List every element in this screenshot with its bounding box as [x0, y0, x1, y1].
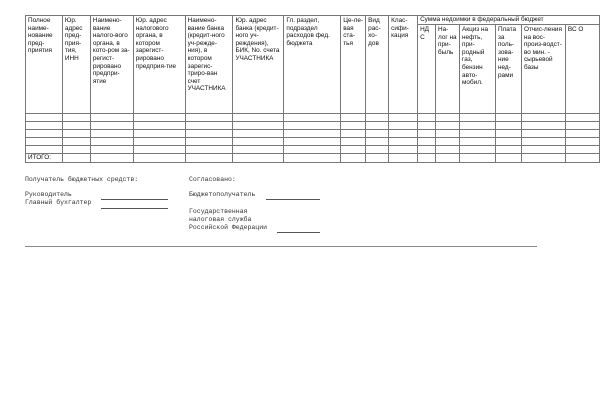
agreed-label: Согласовано:: [189, 176, 236, 183]
table-cell[interactable]: [341, 122, 366, 130]
table-cell[interactable]: [565, 114, 599, 122]
table-cell[interactable]: [495, 114, 521, 122]
table-cell[interactable]: [233, 114, 284, 122]
table-cell[interactable]: [284, 122, 341, 130]
table-cell[interactable]: [366, 146, 389, 154]
sub-header-cell: НД С: [418, 25, 436, 114]
table-cell[interactable]: [90, 114, 133, 122]
budget-recipient-label: Бюджетополучатель: [189, 191, 256, 198]
table-cell[interactable]: [565, 122, 599, 130]
sub-header-cell: Отчис-ления на вос-произ-водст-во мин. - сырьевой базы: [521, 25, 565, 114]
table-cell[interactable]: [26, 138, 63, 146]
header-cell: Полное наиме-нование пред-приятия: [26, 16, 63, 114]
table-cell[interactable]: [62, 122, 90, 130]
table-row: [26, 138, 600, 146]
accountant-signature-label: Главный бухгалтер: [25, 199, 92, 206]
sub-header-cell: ВС О: [565, 25, 599, 114]
table-cell[interactable]: [565, 130, 599, 138]
table-cell[interactable]: [436, 146, 460, 154]
header-cell: Наимено-вание налого-вого органа, в кото-ром за-регист-рировано предпри-ятие: [90, 16, 133, 114]
group-header: Сумма недоимки в федеральный бюджет: [418, 16, 600, 25]
table-cell[interactable]: [366, 122, 389, 130]
table-cell[interactable]: [26, 122, 63, 130]
header-cell: Це-ле-вая ста-тья: [341, 16, 366, 114]
header-cell: Гл. раздел, подраздел расходов фед. бюджета: [284, 16, 341, 114]
table-cell[interactable]: [436, 114, 460, 122]
budget-arrears-table: [25, 15, 600, 163]
table-cell[interactable]: [460, 122, 496, 130]
table-cell[interactable]: [26, 146, 63, 154]
table-cell[interactable]: [389, 122, 418, 130]
tax-service-line-1: Государственная: [189, 208, 248, 215]
table-cell[interactable]: [185, 130, 233, 138]
table-cell[interactable]: [418, 122, 436, 130]
recipient-label: Получатель бюджетных средств:: [25, 176, 139, 183]
head-signature-line[interactable]: [101, 193, 168, 200]
table-cell[interactable]: [495, 138, 521, 146]
table-cell[interactable]: [521, 130, 565, 138]
table-cell[interactable]: [185, 122, 233, 130]
table-cell[interactable]: [185, 114, 233, 122]
head-signature-label: Руководитель: [25, 191, 72, 198]
table-cell[interactable]: [389, 146, 418, 154]
table-cell[interactable]: [460, 130, 496, 138]
table-cell[interactable]: [133, 114, 185, 122]
table-cell[interactable]: [341, 138, 366, 146]
table-cell[interactable]: [284, 130, 341, 138]
table-cell[interactable]: [495, 130, 521, 138]
table-cell[interactable]: [90, 138, 133, 146]
table-cell[interactable]: [284, 114, 341, 122]
table-cell[interactable]: [62, 130, 90, 138]
table-row: [26, 146, 600, 154]
header-cell: Наимено-вание банка (кредит-ного уч-режде-ния), в котором зарегис-триро-ван счет УЧАСТНИКА: [185, 16, 233, 114]
table-cell[interactable]: [341, 114, 366, 122]
table-cell[interactable]: [284, 138, 341, 146]
table-cell[interactable]: [133, 146, 185, 154]
divider: [25, 246, 537, 247]
table-cell[interactable]: [521, 114, 565, 122]
accountant-signature-line[interactable]: [101, 202, 168, 209]
table-cell[interactable]: [233, 122, 284, 130]
table-cell[interactable]: [90, 130, 133, 138]
table-cell[interactable]: [460, 138, 496, 146]
table-cell[interactable]: [62, 114, 90, 122]
table-cell[interactable]: [133, 130, 185, 138]
table-cell[interactable]: [133, 138, 185, 146]
table-cell[interactable]: [233, 146, 284, 154]
table-cell[interactable]: [495, 122, 521, 130]
table-cell[interactable]: [565, 138, 599, 146]
table-cell[interactable]: [341, 146, 366, 154]
tax-service-line[interactable]: [277, 226, 320, 233]
header-cell: Вид рас-хо-дов: [366, 16, 389, 114]
table-cell[interactable]: [389, 130, 418, 138]
table-cell[interactable]: [521, 146, 565, 154]
table-cell[interactable]: [26, 114, 63, 122]
table-cell[interactable]: [62, 146, 90, 154]
table-cell[interactable]: [418, 138, 436, 146]
table-cell[interactable]: [521, 138, 565, 146]
table-cell[interactable]: [366, 114, 389, 122]
sub-header-cell: На-лог на при-быль: [436, 25, 460, 114]
table-row: [26, 114, 600, 122]
table-cell[interactable]: [460, 114, 496, 122]
table-cell[interactable]: [233, 130, 284, 138]
tax-service-line-3: Российской Федерации: [189, 224, 268, 231]
table-cell[interactable]: [366, 130, 389, 138]
table-cell[interactable]: [90, 122, 133, 130]
table-cell[interactable]: [133, 122, 185, 130]
table-cell[interactable]: [62, 138, 90, 146]
total-label: ИТОГО:: [26, 154, 63, 163]
table-cell[interactable]: [418, 146, 436, 154]
table-cell[interactable]: [284, 146, 341, 154]
header-cell: Юр. адрес налогового органа, в котором зарегист-рировано предприя-тие: [133, 16, 185, 114]
table-cell[interactable]: [436, 122, 460, 130]
table-cell[interactable]: [185, 138, 233, 146]
tax-service-line-2: налоговая служба: [189, 216, 252, 223]
table-cell[interactable]: [389, 114, 418, 122]
table-cell[interactable]: [341, 130, 366, 138]
table-row: [26, 130, 600, 138]
table-cell[interactable]: [436, 130, 460, 138]
table-cell[interactable]: [495, 146, 521, 154]
table-cell[interactable]: [185, 146, 233, 154]
table-cell[interactable]: [90, 146, 133, 154]
table-cell[interactable]: [521, 122, 565, 130]
table-row: [26, 122, 600, 130]
header-cell: Клас-сифи-кация: [389, 16, 418, 114]
sub-header-cell: Акциз на нефть, при-родный газ, бензин авто-мобил.: [460, 25, 496, 114]
budget-recipient-line[interactable]: [266, 193, 320, 200]
table-cell[interactable]: [436, 138, 460, 146]
table-cell[interactable]: [233, 138, 284, 146]
header-cell: Юр. адрес банка (кредит-ного уч-реждения), БИК, No. счета УЧАСТНИКА: [233, 16, 284, 114]
table-cell[interactable]: [418, 114, 436, 122]
table-cell[interactable]: [389, 138, 418, 146]
header-cell: Юр. адрес пред-прия-тия, ИНН: [62, 16, 90, 114]
table-cell[interactable]: [26, 130, 63, 138]
table-cell[interactable]: [366, 138, 389, 146]
table-cell[interactable]: [418, 130, 436, 138]
table-cell[interactable]: [565, 146, 599, 154]
table-cell[interactable]: [460, 146, 496, 154]
sub-header-cell: Плата за поль-зова-ние нед-рами: [495, 25, 521, 114]
